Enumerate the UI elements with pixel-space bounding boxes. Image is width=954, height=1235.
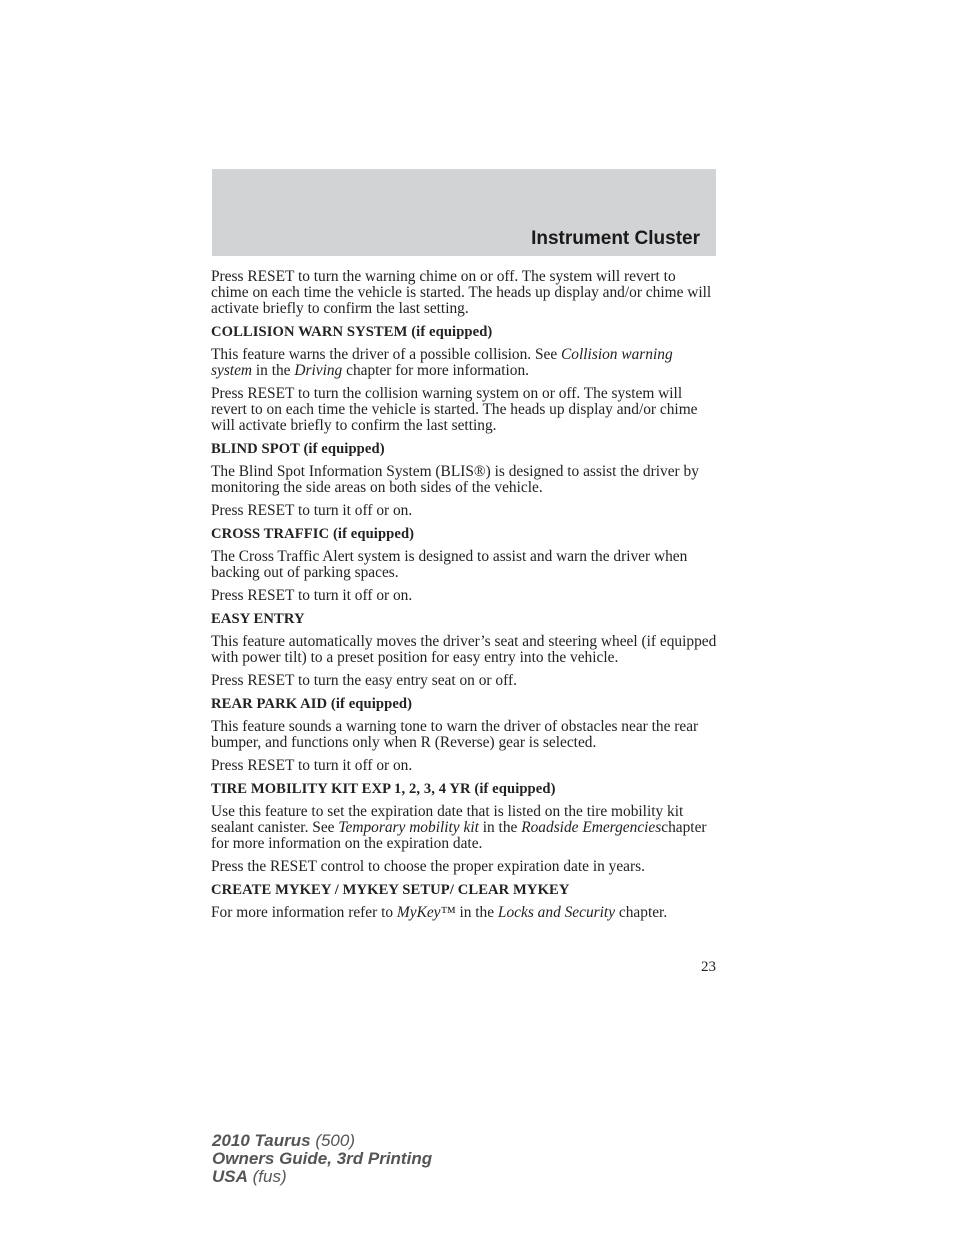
heading-collision-warn: COLLISION WARN SYSTEM (if equipped) — [211, 324, 493, 340]
paragraph: Press RESET to turn the easy entry seat on or off. — [211, 672, 517, 689]
heading-mykey: CREATE MYKEY / MYKEY SETUP/ CLEAR MYKEY — [211, 882, 570, 898]
section-title: Instrument Cluster — [531, 228, 700, 249]
paragraph: Press RESET to turn it off or on. — [211, 502, 413, 519]
heading-easy-entry: EASY ENTRY — [211, 611, 305, 627]
footer-edition-info — [212, 1132, 432, 1186]
paragraph: This feature automatically moves the driver’s seat and steering wheel (if equipped with power tilt) to a preset position for easy entry into the vehicle. — [211, 633, 717, 666]
paragraph: Press the RESET control to choose the proper expiration date in years. — [211, 858, 645, 875]
footer-line-printing — [212, 1150, 432, 1168]
paragraph: Press RESET to turn it off or on. — [211, 587, 413, 604]
cross-reference: Temporary mobility kit — [338, 819, 479, 836]
section-header-band — [212, 169, 716, 256]
paragraph: The Cross Traffic Alert system is designed to assist and warn the driver when backing out of parking spaces. — [211, 548, 688, 581]
cross-reference: MyKey™ — [396, 904, 456, 921]
paragraph: The Blind Spot Information System (BLIS®) is designed to assist the driver by monitoring the side areas on both sides of the vehicle. — [211, 463, 699, 496]
text: This feature warns the driver of a possible collision. See — [211, 346, 562, 363]
page-number: 23 — [701, 959, 716, 975]
text: in the — [252, 362, 295, 379]
cross-reference: Collision warning system — [211, 346, 673, 379]
model-code: (500) — [310, 1131, 356, 1150]
page-content — [211, 269, 717, 928]
paragraph: Press RESET to turn it off or on. — [211, 757, 413, 774]
text: For more information refer to — [211, 904, 397, 921]
paragraph: This feature sounds a warning tone to warn the driver of obstacles near the rear bumper, and functions only when R (Reverse) gear is selected. — [211, 718, 699, 751]
text: Use this feature to set the expiration date that is listed on the tire mobility kit sealant canister. See — [211, 803, 684, 836]
text: in the — [478, 819, 522, 836]
heading-blind-spot: BLIND SPOT (if equipped) — [211, 441, 385, 457]
heading-tire-mobility-kit: TIRE MOBILITY KIT EXP 1, 2, 3, 4 YR (if equipped) — [211, 781, 556, 797]
footer-line-market — [212, 1168, 432, 1186]
market-code: (fus) — [247, 1167, 287, 1186]
paragraph: Press RESET to turn the collision warning system on or off. The system will revert to on each time the vehicle is started. The heads up display and/or chime will activate briefly to confirm the last setting. — [211, 385, 698, 434]
paragraph — [211, 804, 717, 852]
printing-info: Owners Guide, 3rd Printing — [212, 1149, 433, 1168]
text: chapter for more information. — [342, 362, 530, 379]
paragraph — [211, 905, 717, 921]
chapter-reference: Locks and Security — [497, 904, 616, 921]
text: in the — [455, 904, 498, 921]
text: chapter. — [615, 904, 668, 921]
text: chapter for more information on the expiration date. — [211, 819, 707, 852]
heading-rear-park-aid: REAR PARK AID (if equipped) — [211, 696, 413, 712]
footer-line-model — [212, 1132, 432, 1150]
market-name: USA — [212, 1167, 248, 1186]
chapter-reference: Roadside Emergencies — [521, 819, 662, 836]
paragraph: Press RESET to turn the warning chime on or off. The system will revert to chime on each time the vehicle is started. The heads up display and/or chime will activate briefly to confirm the last setting. — [211, 268, 712, 317]
heading-cross-traffic: CROSS TRAFFIC (if equipped) — [211, 526, 415, 542]
chapter-reference: Driving — [294, 362, 343, 379]
paragraph — [211, 347, 717, 379]
model-name: 2010 Taurus — [212, 1131, 311, 1150]
